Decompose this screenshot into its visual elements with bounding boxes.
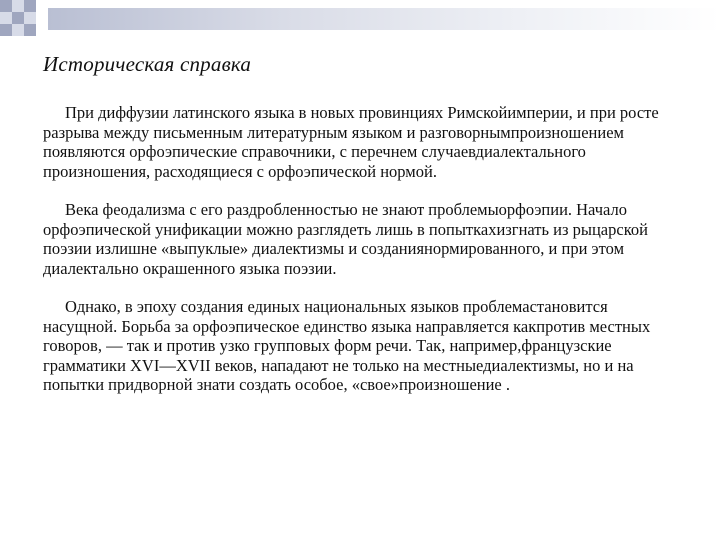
checker-square [0, 24, 12, 36]
checker-square [12, 0, 24, 12]
checker-square [0, 0, 12, 12]
slide-title: Историческая справка [43, 52, 252, 76]
paragraph-3: Однако, в эпоху создания единых национальных языков проблемастановится насущной. Борьба за орфоэпическое единство языка направляется какпротив местных говоров, — так и против узко групповых форм речи. Так, например,французские грамматики XVI—XVII веков, нападают не только на местныедиалектизмы, но и на попытки придворной знати создать особое, «свое»произношение . [43, 297, 651, 394]
checker-square [0, 12, 12, 24]
checker-square [24, 0, 36, 12]
header-divider [36, 0, 41, 44]
checker-square [12, 12, 24, 24]
paragraph-1: При диффузии латинского языка в новых провинциях Римскойимперии, и при росте разрыва между письменным литературным языком и разговорнымпроизношением появляются орфоэпические справочники, с перечнем случаевдиалектального произношения, расходящиеся с орфоэпической нормой. [43, 103, 659, 181]
checker-square [24, 24, 36, 36]
slide-body [43, 103, 683, 414]
checker-square [12, 24, 24, 36]
decorative-header-band [0, 0, 720, 44]
paragraph-2: Века феодализма с его раздробленностью не знают проблемыорфоэпии. Начало орфоэпической унификации можно разглядеть лишь в попыткахизгнать из рыцарской поэзии излишне «выпуклые» диалектизмы и созданиянормированного, и при этом диалектально окрашенного языка поэзии. [43, 200, 648, 278]
checker-square [24, 12, 36, 24]
header-gradient-bar [48, 8, 720, 30]
